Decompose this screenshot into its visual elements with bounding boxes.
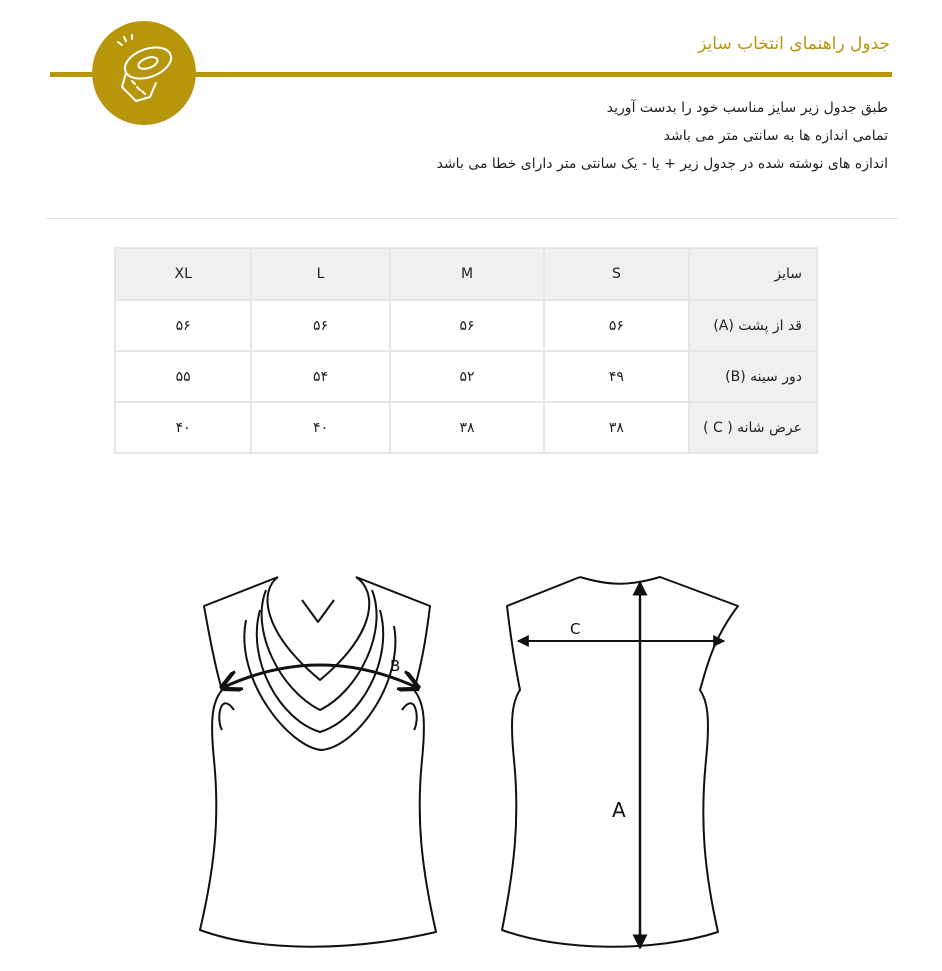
chest-arrow [222, 665, 418, 688]
table-row [115, 351, 817, 402]
table-cell: ۳۸ [544, 402, 688, 453]
label-b: B [390, 657, 401, 675]
table-cell: ۳۸ [390, 402, 544, 453]
label-c: C [570, 620, 581, 638]
table-cell: ۵۶ [544, 300, 688, 351]
page-title: جدول راهنمای انتخاب سایز [698, 34, 890, 54]
label-a: A [612, 798, 626, 822]
table-cell: ۵۲ [390, 351, 544, 402]
table-cell: ۴۹ [544, 351, 688, 402]
section-divider [46, 218, 898, 219]
row-label: دور سینه (B) [689, 351, 817, 402]
table-cell: ۴۰ [251, 402, 389, 453]
size-header: L [251, 248, 389, 300]
intro-line: اندازه های نوشته شده در جدول زیر + یا - یک سانتی متر دارای خطا می باشد [436, 156, 888, 172]
row-label: قد از پشت (A) [689, 300, 817, 351]
intro-line: طبق جدول زیر سایز مناسب خود را بدست آورید [606, 100, 888, 116]
table-row [115, 402, 817, 453]
table-row [115, 300, 817, 351]
table-header-row [115, 248, 817, 300]
size-header: XL [115, 248, 251, 300]
size-header: M [390, 248, 544, 300]
size-table [114, 247, 818, 454]
row-label: عرض شانه ( C ) [689, 402, 817, 453]
table-cell: ۵۵ [115, 351, 251, 402]
size-column-label: سایز [689, 248, 817, 300]
back-view [502, 577, 738, 947]
table-cell: ۵۶ [115, 300, 251, 351]
front-view [200, 577, 436, 947]
garment-diagram [190, 570, 750, 960]
size-header: S [544, 248, 688, 300]
table-cell: ۵۶ [251, 300, 389, 351]
table-cell: ۵۶ [390, 300, 544, 351]
intro-text [288, 94, 888, 178]
measuring-tape-icon [92, 21, 196, 125]
table-cell: ۴۰ [115, 402, 251, 453]
table-cell: ۵۴ [251, 351, 389, 402]
intro-line: تمامی اندازه ها به سانتی متر می باشد [663, 128, 888, 144]
